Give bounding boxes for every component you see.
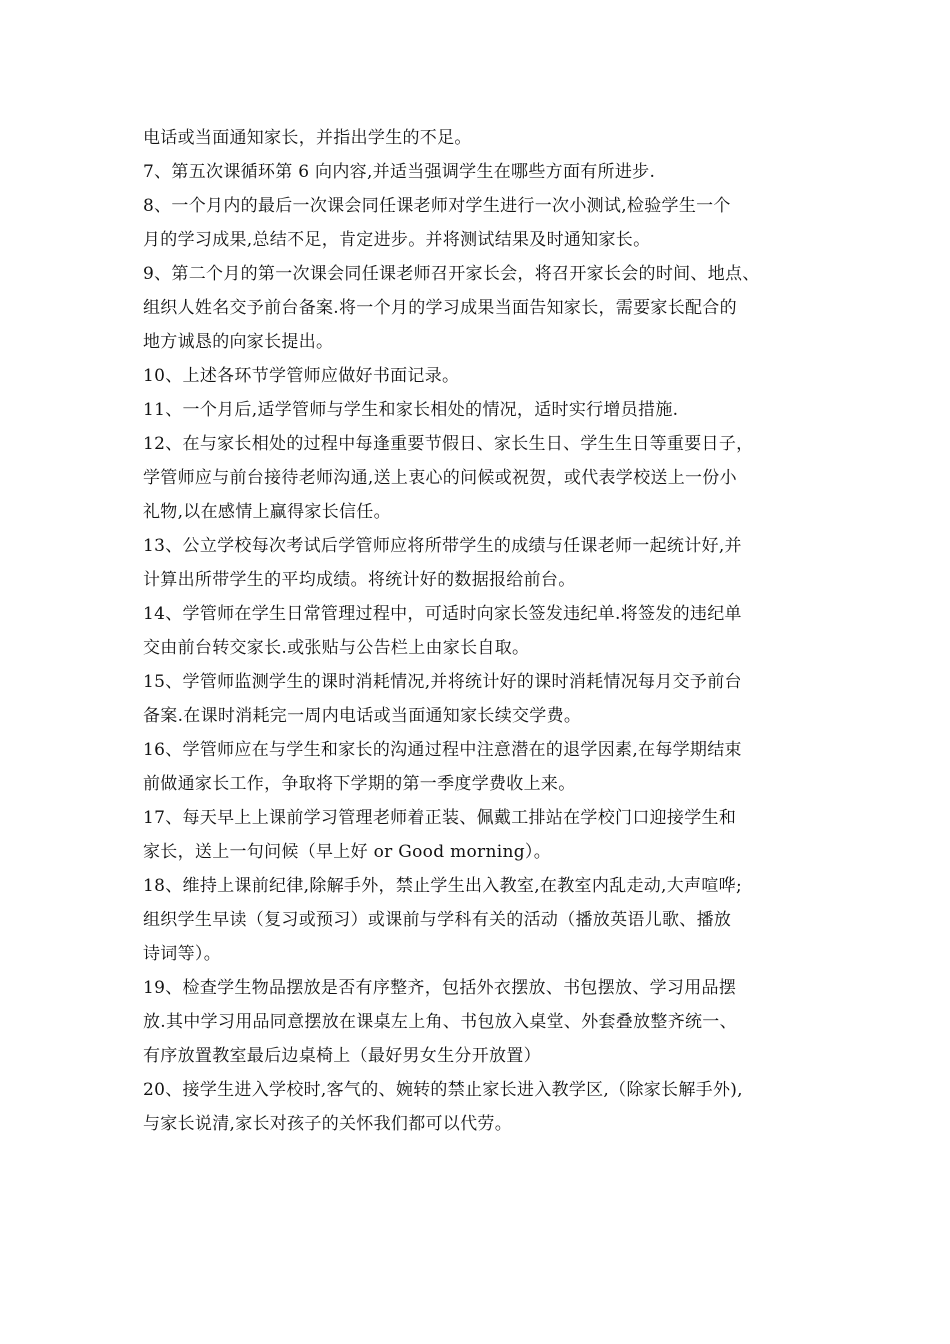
text-line: 14、学管师在学生日常管理过程中，可适时向家长签发违纪单.将签发的违纪单 bbox=[143, 604, 742, 624]
text-line: 计算出所带学生的平均成绩。将统计好的数据报给前台。 bbox=[143, 570, 576, 590]
text-line: 前做通家长工作，争取将下学期的第一季度学费收上来。 bbox=[143, 774, 576, 794]
text-line: 12、在与家长相处的过程中每逢重要节假日、家长生日、学生生日等重要日子， bbox=[143, 434, 754, 454]
text-line: 备案.在课时消耗完一周内电话或当面通知家长续交学费。 bbox=[143, 706, 582, 726]
text-line: 放.其中学习用品同意摆放在课桌左上角、书包放入桌堂、外套叠放整齐统一、 bbox=[143, 1012, 737, 1032]
text-line: 组织学生早读（复习或预习）或课前与学科有关的活动（播放英语儿歌、播放 bbox=[143, 910, 732, 930]
text-line: 9、第二个月的第一次课会同任课老师召开家长会，将召开家长会的时间、地点、 bbox=[143, 264, 760, 284]
text-line: 诗词等）。 bbox=[143, 944, 221, 964]
text-line: 16、学管师应在与学生和家长的沟通过程中注意潜在的退学因素,在每学期结束 bbox=[143, 740, 742, 760]
text-line: 18、维持上课前纪律,除解手外，禁止学生出入教室,在教室内乱走动,大声喧哗; bbox=[143, 876, 742, 896]
text-line: 与家长说清,家长对孩子的关怀我们都可以代劳。 bbox=[143, 1114, 513, 1134]
text-line: 电话或当面通知家长，并指出学生的不足。 bbox=[143, 128, 472, 148]
text-line: 10、上述各环节学管师应做好书面记录。 bbox=[143, 366, 460, 386]
document-body bbox=[143, 121, 833, 1141]
text-line: 学管师应与前台接待老师沟通,送上衷心的问候或祝贺，或代表学校送上一份小 bbox=[143, 468, 737, 488]
text-line: 7、第五次课循环第 6 向内容,并适当强调学生在哪些方面有所进步. bbox=[143, 162, 656, 182]
text-line: 19、检查学生物品摆放是否有序整齐，包括外衣摆放、书包摆放、学习用品摆 bbox=[143, 978, 737, 998]
text-line: 家长，送上一句问候（早上好 or Good morning）。 bbox=[143, 842, 552, 862]
text-line: 月的学习成果,总结不足，肯定进步。并将测试结果及时通知家长。 bbox=[143, 230, 651, 250]
text-line: 20、接学生进入学校时,客气的、婉转的禁止家长进入教学区,（除家长解手外), bbox=[143, 1080, 743, 1100]
text-line: 13、公立学校每次考试后学管师应将所带学生的成绩与任课老师一起统计好,并 bbox=[143, 536, 742, 556]
text-line: 11、一个月后,适学管师与学生和家长相处的情况，适时实行增员措施. bbox=[143, 400, 679, 420]
text-line: 8、一个月内的最后一次课会同任课老师对学生进行一次小测试,检验学生一个 bbox=[143, 196, 731, 216]
text-line: 17、每天早上上课前学习管理老师着正装、佩戴工排站在学校门口迎接学生和 bbox=[143, 808, 737, 828]
text-line: 礼物,以在感情上赢得家长信任。 bbox=[143, 502, 391, 522]
text-line: 有序放置教室最后边桌椅上（最好男女生分开放置） bbox=[143, 1046, 541, 1066]
text-line: 交由前台转交家长.或张贴与公告栏上由家长自取。 bbox=[143, 638, 530, 658]
text-line: 组织人姓名交予前台备案.将一个月的学习成果当面告知家长，需要家长配合的 bbox=[143, 298, 737, 318]
text-line: 15、学管师监测学生的课时消耗情况,并将统计好的课时消耗情况每月交予前台 bbox=[143, 672, 742, 692]
text-line: 地方诚恳的向家长提出。 bbox=[143, 332, 334, 352]
